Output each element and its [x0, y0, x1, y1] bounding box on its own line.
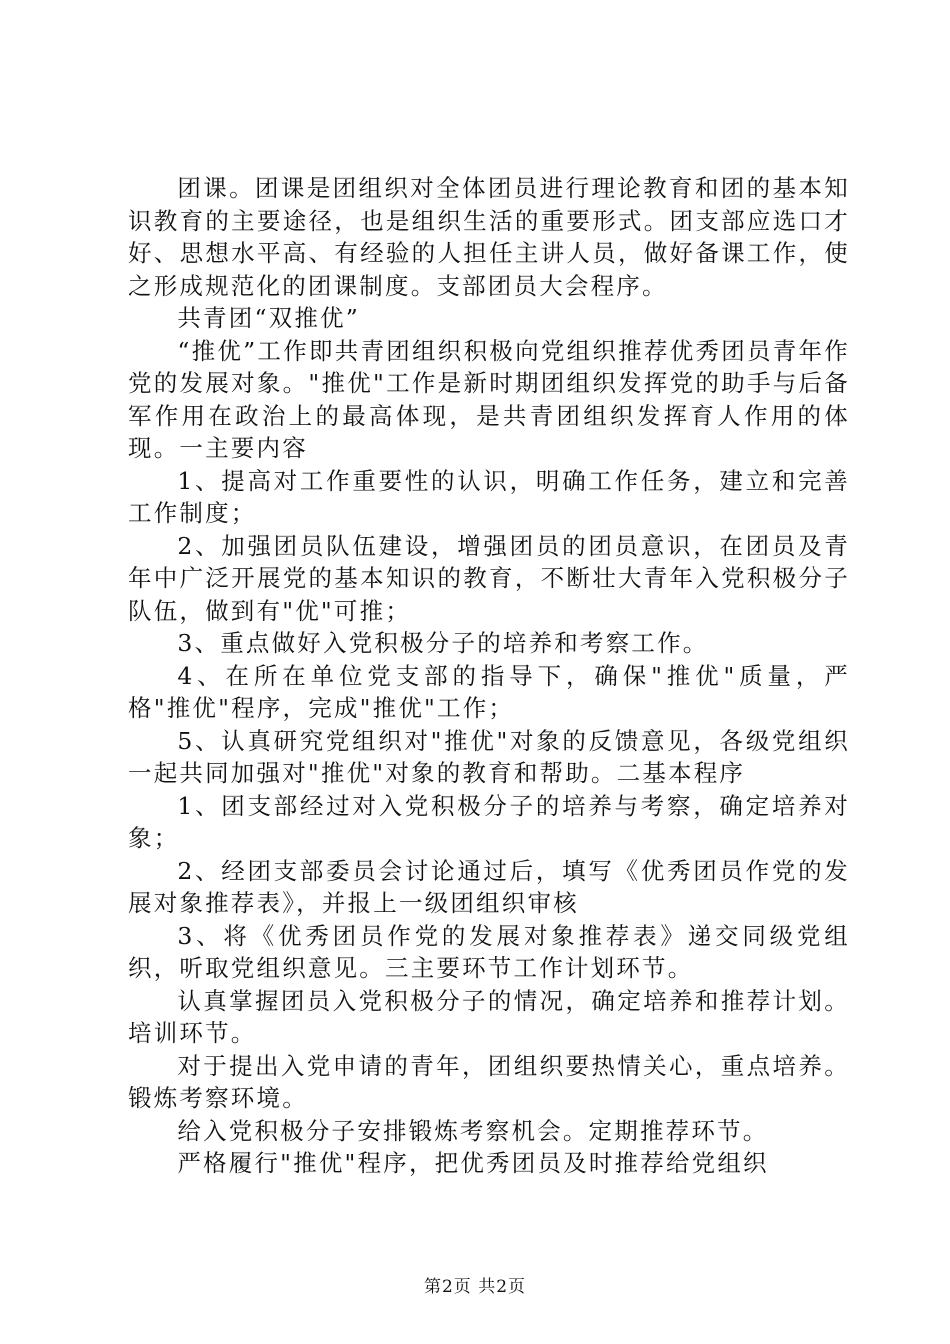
paragraph-2: 共青团“双推优”: [177, 304, 360, 332]
paragraph-9: 1、团支部经过对入党积极分子的培养与考察，确定培养对象；: [128, 791, 850, 852]
paragraph-5: 2、加强团员队伍建设，增强团员的团员意识，在团员及青年中广泛开展党的基本知识的教育，不断壮大青年入党积极分子队伍，做到有"优"可推；: [128, 531, 850, 625]
paragraph-8: 5、认真研究党组织对"推优"对象的反馈意见，各级党组织一起共同加强对"推优"对象的教育和帮助。二基本程序: [128, 726, 850, 787]
document-body: [128, 172, 850, 1180]
paragraph-7: 4、在所在单位党支部的指导下，确保"推优"质量，严格"推优"程序，完成"推优"工作；: [128, 661, 850, 722]
page-footer: 第2页 共2页: [423, 1277, 527, 1297]
paragraph-12: 认真掌握团员入党积极分子的情况，确定培养和推荐计划。培训环节。: [128, 986, 850, 1047]
paragraph-10: 2、经团支部委员会讨论通过后，填写《优秀团员作党的发展对象推荐表》，并报上一级团组织审核: [128, 856, 850, 917]
paragraph-3: “推优”工作即共青团组织积极向党组织推荐优秀团员青年作党的发展对象。"推优"工作是新时期团组织发挥党的助手与后备军作用在政治上的最高体现，是共青团组织发挥育人作用的体现。一主要内容: [128, 336, 850, 462]
paragraph-15: 严格履行"推优"程序，把优秀团员及时推荐给党组织: [177, 1149, 769, 1177]
paragraph-4: 1、提高对工作重要性的认识，明确工作任务，建立和完善工作制度；: [128, 466, 850, 527]
paragraph-11: 3、将《优秀团员作党的发展对象推荐表》递交同级党组织，听取党组织意见。三主要环节工作计划环节。: [128, 921, 850, 982]
paragraph-1: 团课。团课是团组织对全体团员进行理论教育和团的基本知识教育的主要途径，也是组织生活的重要形式。团支部应选口才好、思想水平高、有经验的人担任主讲人员，做好备课工作，使之形成规范化的团课制度。支部团员大会程序。: [128, 174, 850, 300]
paragraph-13: 对于提出入党申请的青年，团组织要热情关心，重点培养。锻炼考察环境。: [128, 1051, 850, 1112]
paragraph-14: 给入党积极分子安排锻炼考察机会。定期推荐环节。: [177, 1116, 769, 1145]
paragraph-6: 3、重点做好入党积极分子的培养和考察工作。: [177, 629, 709, 657]
